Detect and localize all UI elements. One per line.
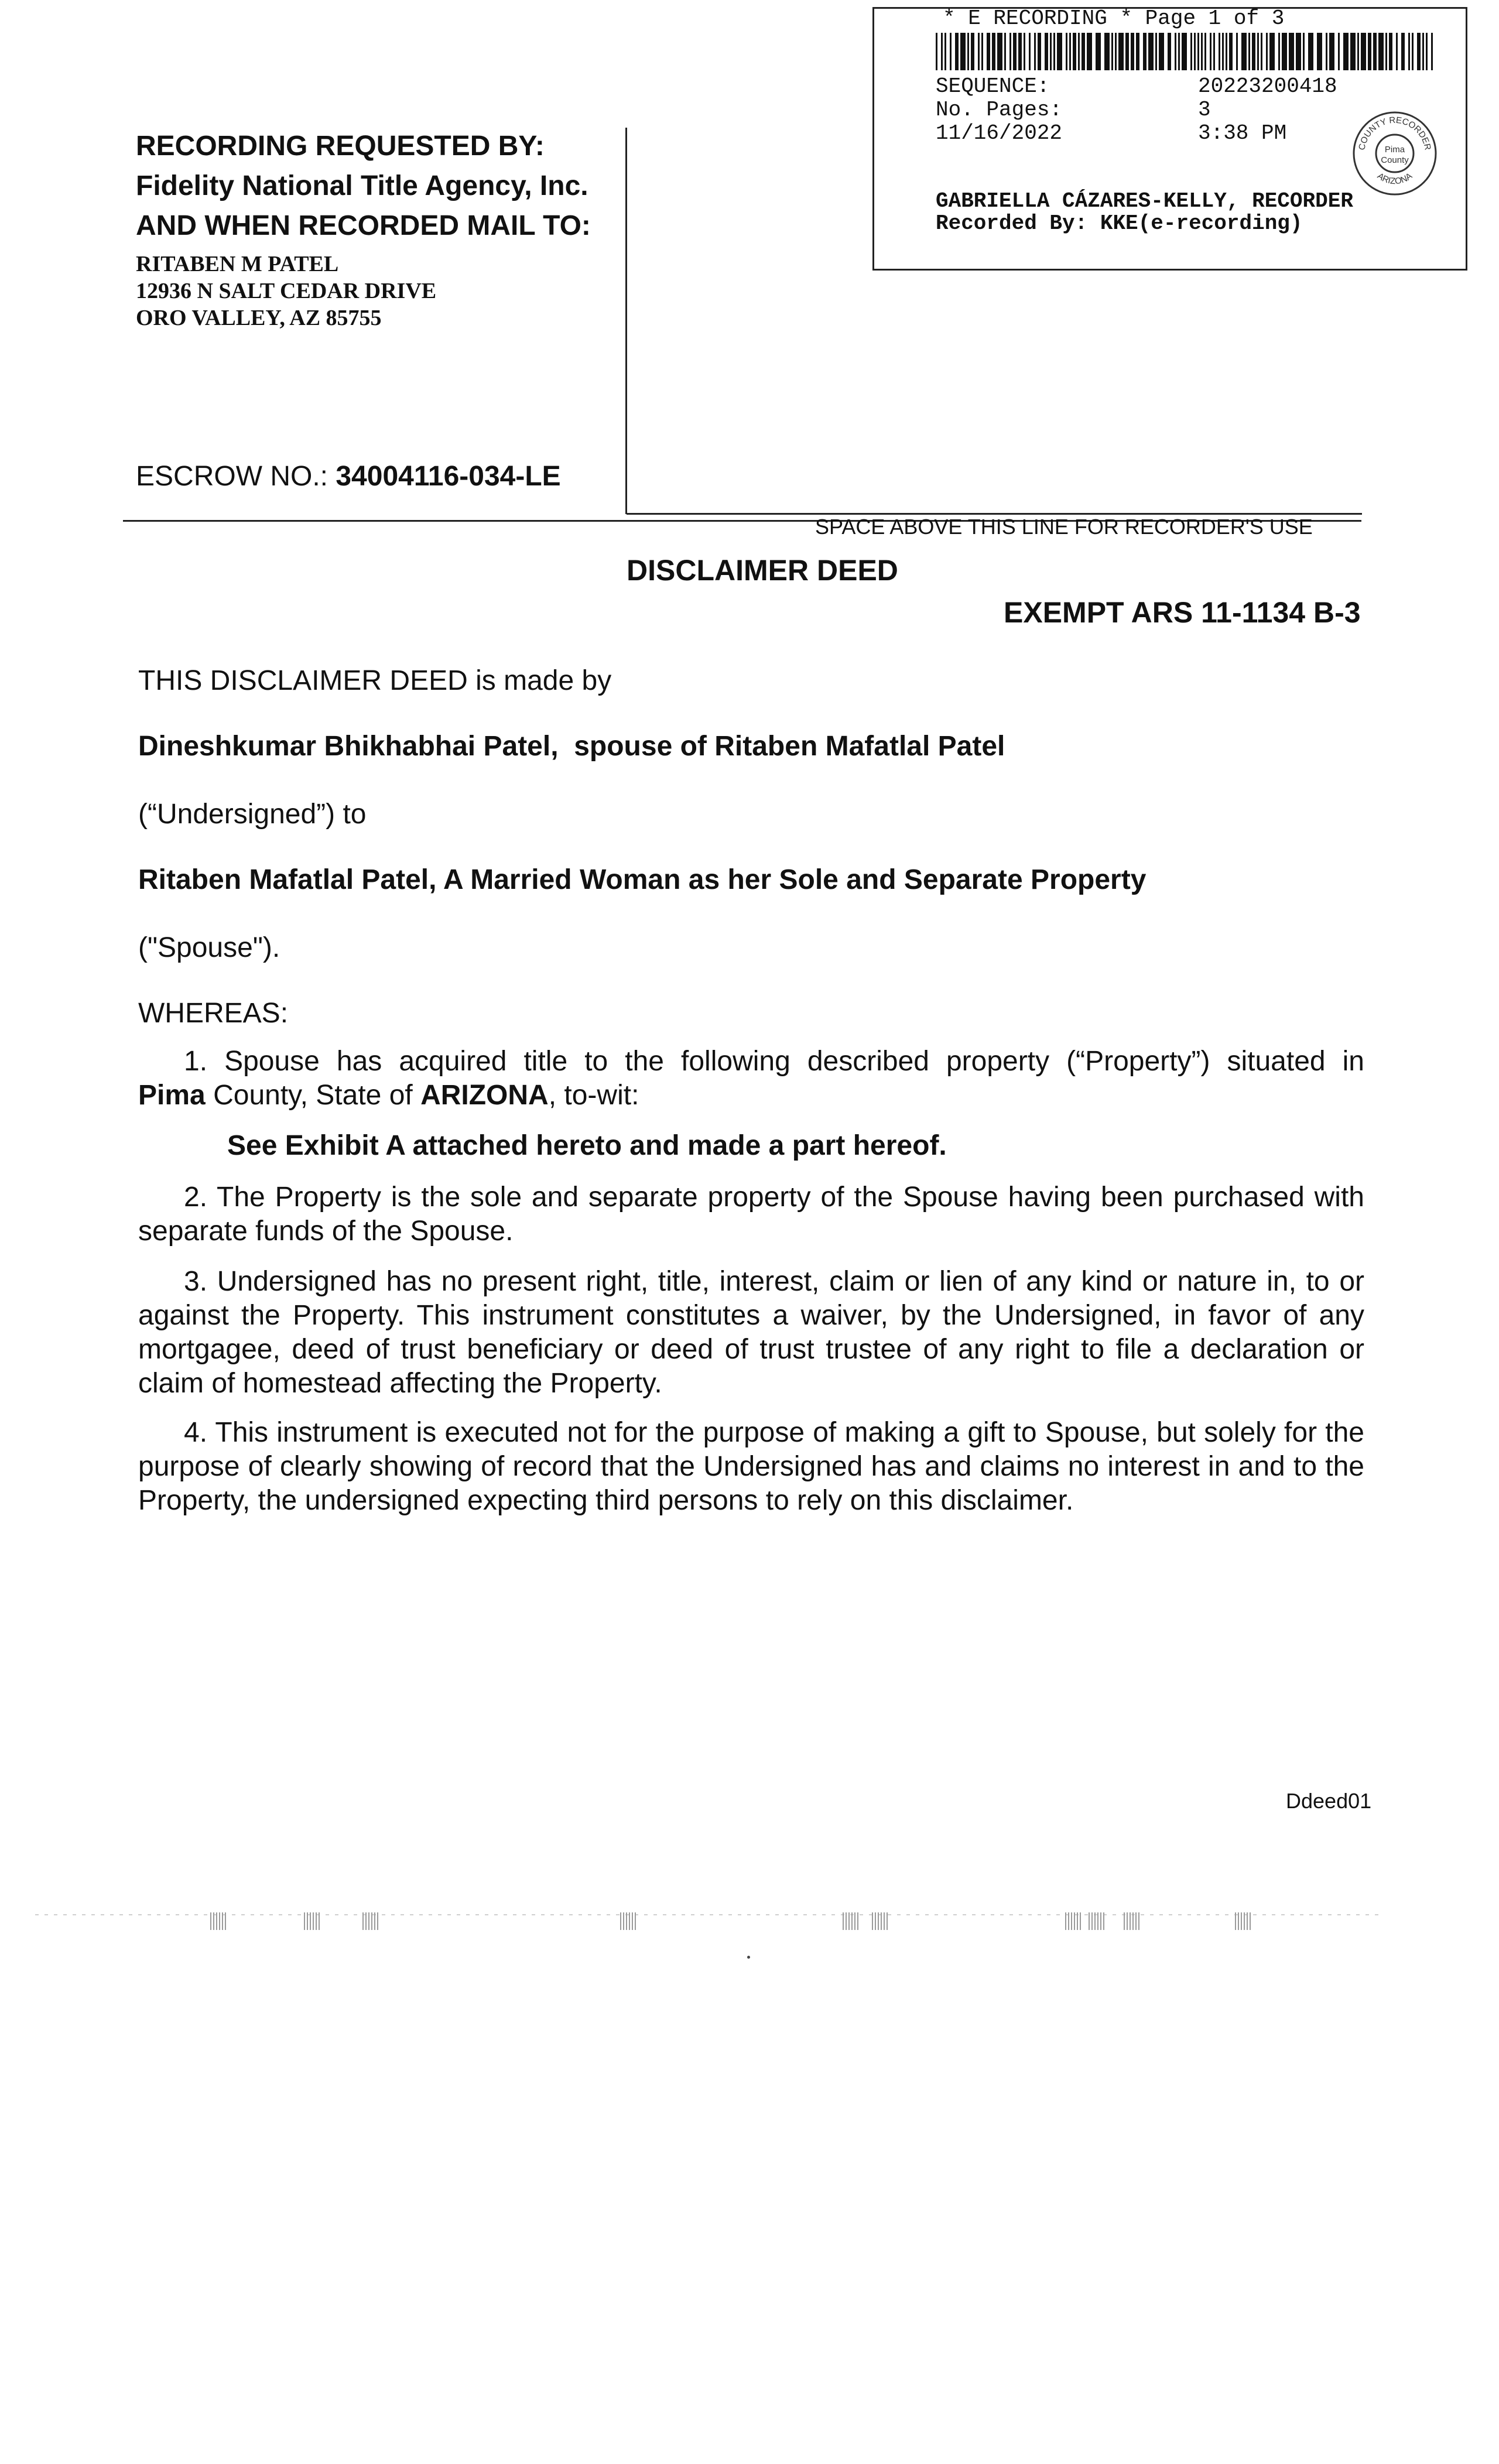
to-wit-text: , to-wit: <box>548 1080 639 1111</box>
barcode-bar <box>1241 33 1247 70</box>
barcode-bar <box>1029 33 1031 70</box>
barcode-bar <box>1053 33 1055 70</box>
seal-top-text: COUNTY RECORDER <box>1357 115 1433 151</box>
barcode-bar <box>1168 33 1171 70</box>
paragraph-2: 2. The Property is the sole and separate property of the Spouse having been purchased with separate funds of the Spouse. <box>138 1182 1364 1247</box>
barcode-bar <box>1104 33 1110 70</box>
barcode-bar <box>1178 33 1180 70</box>
barcode-bar <box>978 33 980 70</box>
barcode-bar <box>981 33 983 70</box>
barcode-bar <box>1373 33 1377 70</box>
exhibit-reference: See Exhibit A attached hereto and made a part hereof. <box>227 1130 947 1161</box>
barcode-bar <box>1257 33 1259 70</box>
barcode-bar <box>992 33 995 70</box>
grantor-line <box>138 730 1005 764</box>
recording-time: 3:38 PM <box>1198 121 1287 145</box>
barcode-bar <box>1182 33 1187 70</box>
barcode-bar <box>1385 33 1387 70</box>
barcode-icon <box>936 33 1435 70</box>
barcode-bar <box>1282 33 1287 70</box>
barcode-bar <box>1269 33 1275 70</box>
exempt-code: EXEMPT ARS 11-1134 B-3 <box>1004 596 1361 629</box>
barcode-bar <box>1357 33 1359 70</box>
barcode-bar <box>1296 33 1301 70</box>
barcode-bar <box>950 33 952 70</box>
barcode-bar <box>1125 33 1129 70</box>
barcode-bar <box>1229 33 1233 70</box>
barcode-bar <box>987 33 990 70</box>
barcode-bar <box>944 33 946 70</box>
escrow-label: ESCROW NO.: <box>136 461 328 492</box>
barcode-bar <box>1204 33 1206 70</box>
barcode-bar <box>971 33 974 70</box>
barcode-bar <box>1069 33 1071 70</box>
barcode-bar <box>1278 33 1280 70</box>
sequence-label: SEQUENCE: <box>936 74 1050 98</box>
county-name: Pima <box>138 1080 206 1111</box>
barcode-bar <box>1412 33 1414 70</box>
pages-value: 3 <box>1198 98 1211 122</box>
barcode-bar <box>1326 33 1327 70</box>
recording-date: 11/16/2022 <box>936 121 1063 145</box>
barcode-bar <box>1252 33 1255 70</box>
seal-bottom-text: ARIZONA <box>1375 171 1415 187</box>
barcode-bar <box>1378 33 1384 70</box>
recorder-use-note: SPACE ABOVE THIS LINE FOR RECORDER'S USE <box>815 515 1313 539</box>
sequence-value: 20223200418 <box>1198 74 1337 98</box>
barcode-bar <box>1087 33 1092 70</box>
svg-text:ARIZONA <box>1375 171 1414 186</box>
mail-to-name: RITABEN M PATEL <box>136 252 339 276</box>
barcode-bar <box>941 33 943 70</box>
barcode-bar <box>1408 33 1410 70</box>
barcode-bar <box>1219 33 1220 70</box>
barcode-bar <box>1131 33 1134 70</box>
barcode-bar <box>1350 33 1356 70</box>
mail-to-city: ORO VALLEY, AZ 85755 <box>136 306 382 330</box>
barcode-bar <box>1329 33 1334 70</box>
barcode-bar <box>1201 33 1203 70</box>
spouse-line: ("Spouse"). <box>138 932 280 963</box>
state-name: ARIZONA <box>420 1080 549 1111</box>
barcode-bar <box>1018 33 1022 70</box>
scan-dot <box>747 1956 750 1959</box>
barcode-bar <box>1190 33 1192 70</box>
barcode-bar <box>1308 33 1313 70</box>
barcode-bar <box>1303 33 1305 70</box>
escrow-value: 34004116-034-LE <box>336 461 561 492</box>
barcode-bar <box>1013 33 1017 70</box>
scan-artifact-strip <box>35 1910 1382 1933</box>
barcode-bar <box>1082 33 1085 70</box>
seal-center-line-2: County <box>1381 155 1409 165</box>
barcode-bar <box>1417 33 1421 70</box>
barcode-bar <box>1066 33 1067 70</box>
barcode-bar <box>1289 33 1294 70</box>
escrow-number <box>136 459 561 494</box>
recording-header: * E RECORDING * Page 1 of 3 <box>943 6 1285 30</box>
barcode-bar <box>1045 33 1048 70</box>
barcode-bar <box>967 33 969 70</box>
barcode-bar <box>1143 33 1147 70</box>
barcode-bar <box>1118 33 1124 70</box>
barcode-bar <box>1422 33 1424 70</box>
barcode-bar <box>1115 33 1117 70</box>
barcode-bar <box>936 33 937 70</box>
barcode-bar <box>1426 33 1428 70</box>
county-seal-icon <box>1351 110 1438 197</box>
form-code: Ddeed01 <box>1286 1789 1372 1813</box>
header-divider-vertical <box>625 128 627 514</box>
barcode-bar <box>1148 33 1154 70</box>
barcode-bar <box>1194 33 1196 70</box>
barcode-bar <box>1222 33 1224 70</box>
barcode-bar <box>1261 33 1262 70</box>
barcode-bar <box>1034 33 1036 70</box>
recorded-by: Recorded By: KKE(e-recording) <box>936 211 1303 235</box>
recorder-name: GABRIELLA CÁZARES-KELLY, RECORDER <box>936 189 1353 213</box>
county-state-text: County, State of <box>213 1080 413 1111</box>
barcode-bar <box>1057 33 1062 70</box>
paragraph-3: 3. Undersigned has no present right, title, interest, claim or lien of any kind or nature in, to or against the Property. This instrument constitutes a waiver, by the Undersigned, in favor of any mortgagee, deed of trust beneficiary or deed of trust trustee of any right to file a declaration or claim of homestead affecting the Property. <box>138 1266 1364 1399</box>
barcode-bar <box>1073 33 1076 70</box>
barcode-bar <box>1389 33 1392 70</box>
paragraph-1-line-2 <box>138 1079 639 1113</box>
barcode-bar <box>1155 33 1157 70</box>
mail-to-street: 12936 N SALT CEDAR DRIVE <box>136 279 437 303</box>
barcode-bar <box>1213 33 1215 70</box>
barcode-bar <box>1236 33 1238 70</box>
barcode-bar <box>1317 33 1322 70</box>
mail-to-label: AND WHEN RECORDED MAIL TO: <box>136 210 591 241</box>
deed-title: DISCLAIMER DEED <box>627 554 898 587</box>
barcode-bar <box>1431 33 1433 70</box>
barcode-bar <box>1361 33 1366 70</box>
barcode-bar <box>1210 33 1211 70</box>
barcode-bar <box>1096 33 1101 70</box>
grantee-line: Ritaben Mafatlal Patel, A Married Woman as her Sole and Separate Property <box>138 864 1147 895</box>
barcode-bar <box>1266 33 1268 70</box>
barcode-bar <box>1009 33 1011 70</box>
grantor-name: Dineshkumar Bhikhabhai Patel, <box>138 731 559 762</box>
barcode-bar <box>1401 33 1405 70</box>
requested-by-label: RECORDING REQUESTED BY: <box>136 131 545 162</box>
barcode-bar <box>1050 33 1052 70</box>
barcode-bar <box>1004 33 1006 70</box>
barcode-bar <box>1159 33 1164 70</box>
barcode-bar <box>1024 33 1025 70</box>
made-by-line: THIS DISCLAIMER DEED is made by <box>138 665 612 696</box>
barcode-bar <box>997 33 1002 70</box>
barcode-bar <box>1175 33 1176 70</box>
barcode-bar <box>1078 33 1080 70</box>
barcode-bar <box>1197 33 1199 70</box>
undersigned-line: (“Undersigned”) to <box>138 799 367 830</box>
barcode-bar <box>1368 33 1371 70</box>
title-agency-name: Fidelity National Title Agency, Inc. <box>136 170 588 201</box>
barcode-bar <box>1111 33 1113 70</box>
paragraph-4: 4. This instrument is executed not for the purpose of making a gift to Spouse, but solely for the purpose of clearly showing of record that the Undersigned has and claims no interest in and to the Property, the undersigned expecting third persons to rely on this disclaimer. <box>138 1417 1364 1516</box>
pages-label: No. Pages: <box>936 98 1063 122</box>
whereas-heading: WHEREAS: <box>138 998 289 1029</box>
barcode-bar <box>1248 33 1250 70</box>
barcode-bar <box>1226 33 1227 70</box>
barcode-bar <box>1338 33 1340 70</box>
grantor-relation: spouse of Ritaben Mafatlal Patel <box>574 731 1005 762</box>
barcode-bar <box>960 33 966 70</box>
barcode-bar <box>1343 33 1349 70</box>
barcode-bar <box>1396 33 1398 70</box>
barcode-bar <box>1038 33 1041 70</box>
barcode-bar <box>1136 33 1139 70</box>
seal-center-line-1: Pima <box>1384 145 1405 155</box>
paragraph-1-line-1: 1. Spouse has acquired title to the following described property (“Property”) situated in <box>184 1046 1364 1077</box>
barcode-bar <box>955 33 959 70</box>
